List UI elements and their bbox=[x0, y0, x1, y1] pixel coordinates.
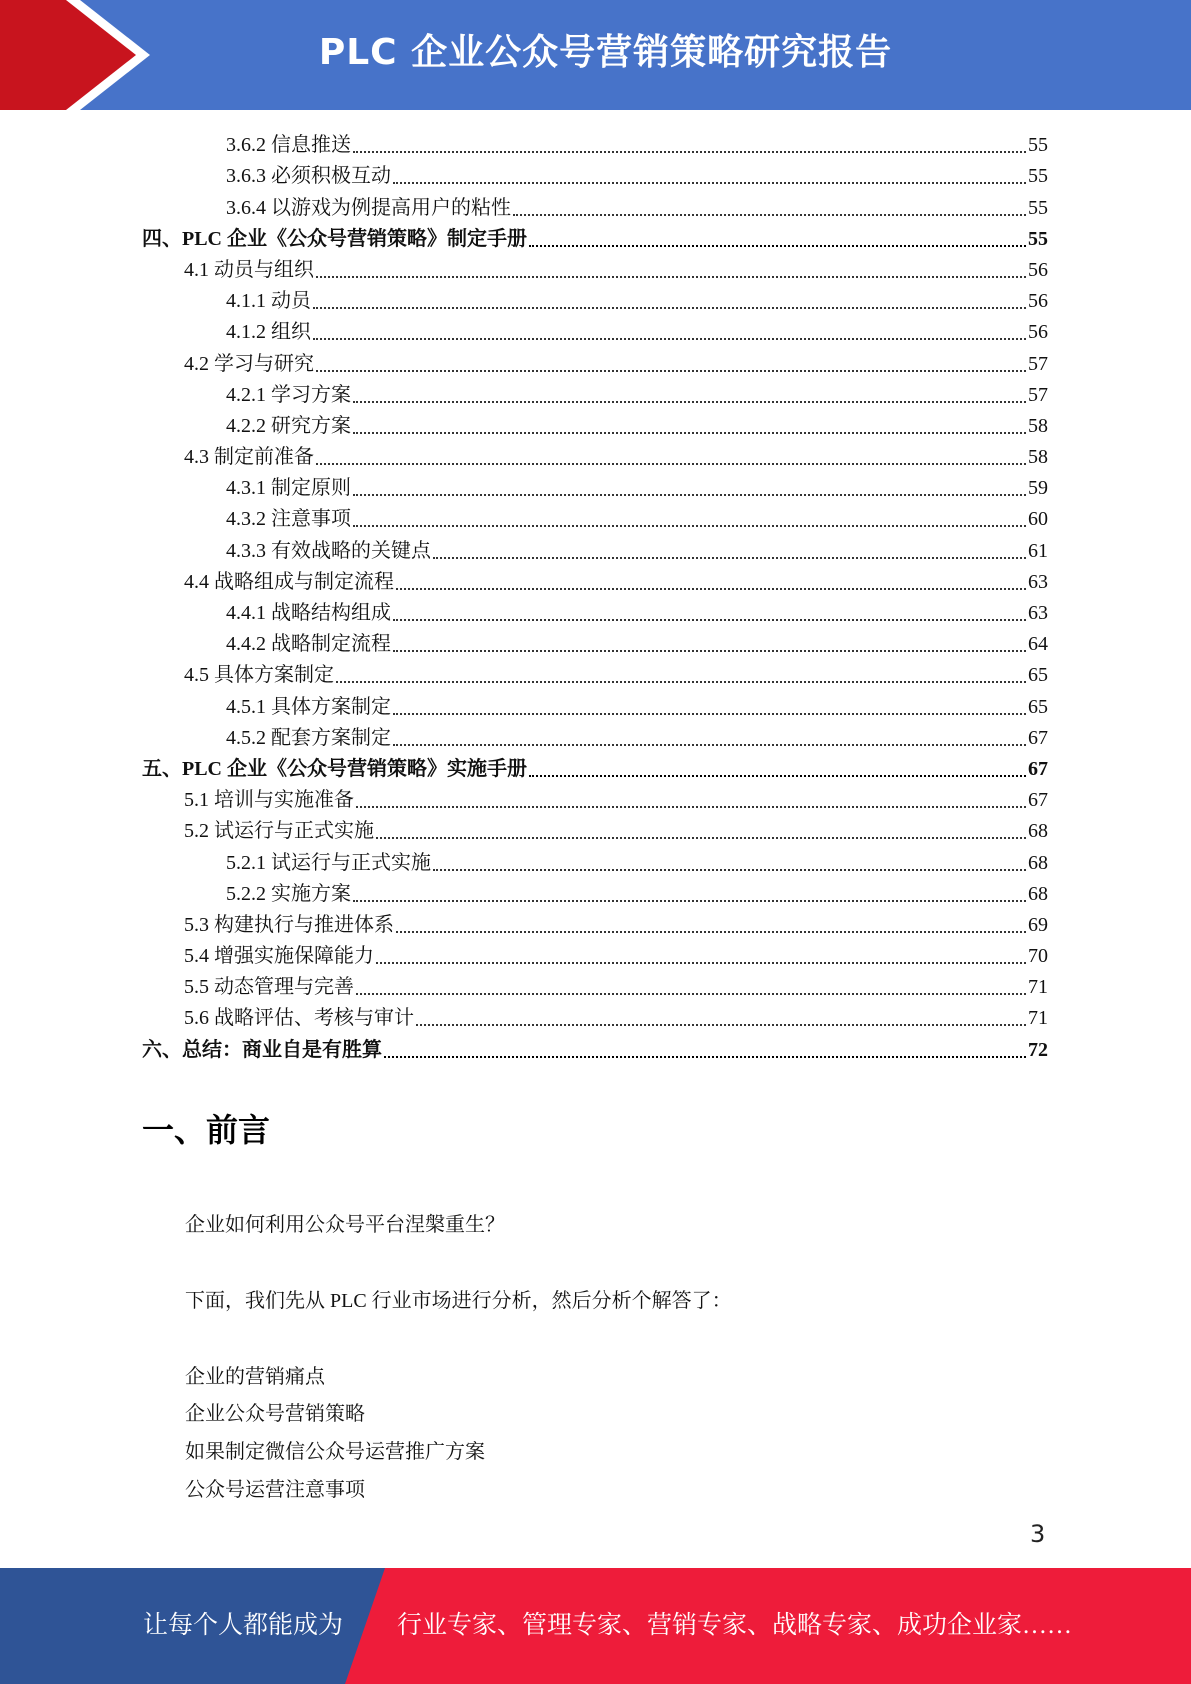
toc-leader-dots bbox=[376, 836, 1026, 839]
toc-entry-page: 67 bbox=[1028, 789, 1048, 812]
toc-entry-title: 4.4 战略组成与制定流程 bbox=[184, 570, 394, 593]
toc-leader-dots bbox=[529, 244, 1026, 247]
toc-leader-dots bbox=[353, 524, 1026, 527]
toc-entry[interactable] bbox=[142, 251, 1048, 282]
toc-entry[interactable] bbox=[142, 750, 1048, 781]
toc-leader-dots bbox=[316, 275, 1026, 278]
section-heading: 一、前言 bbox=[142, 1111, 271, 1149]
toc-entry-title: 4.1 动员与组织 bbox=[184, 258, 314, 281]
toc-entry[interactable] bbox=[142, 407, 1048, 438]
toc-entry[interactable] bbox=[142, 719, 1048, 750]
toc-entry[interactable] bbox=[142, 1030, 1048, 1061]
toc-entry-title: 5.2 试运行与正式实施 bbox=[184, 820, 374, 843]
toc-entry-page: 60 bbox=[1028, 508, 1048, 531]
page-footer bbox=[0, 1568, 1191, 1684]
toc-leader-dots bbox=[393, 649, 1026, 652]
toc-entry-page: 72 bbox=[1028, 1038, 1048, 1061]
toc-entry-page: 68 bbox=[1028, 851, 1048, 874]
toc-entry-page: 64 bbox=[1028, 633, 1048, 656]
toc-leader-dots bbox=[396, 930, 1026, 933]
toc-entry-title: 4.3 制定前准备 bbox=[184, 446, 314, 469]
toc-leader-dots bbox=[433, 868, 1026, 871]
toc-entry[interactable] bbox=[142, 812, 1048, 843]
toc-entry-page: 67 bbox=[1028, 757, 1048, 780]
footer-slogan-right: 行业专家、管理专家、营销专家、战略专家、成功企业家…… bbox=[397, 1612, 1073, 1639]
toc-entry-title: 4.3.3 有效战略的关键点 bbox=[226, 539, 431, 562]
toc-entry[interactable] bbox=[142, 126, 1048, 157]
list-item: 公众号运营注意事项 bbox=[185, 1479, 365, 1501]
toc-entry-page: 55 bbox=[1028, 134, 1048, 157]
table-of-contents bbox=[142, 126, 1048, 1062]
toc-entry-page: 56 bbox=[1028, 290, 1048, 313]
toc-entry-title: 五、PLC 企业《公众号营销策略》实施手册 bbox=[142, 757, 527, 780]
toc-leader-dots bbox=[384, 1055, 1026, 1058]
toc-leader-dots bbox=[313, 337, 1026, 340]
toc-entry-title: 4.5 具体方案制定 bbox=[184, 664, 334, 687]
toc-entry-page: 61 bbox=[1028, 539, 1048, 562]
paragraph: 企业如何利用公众号平台涅槃重生？ bbox=[185, 1214, 505, 1236]
toc-leader-dots bbox=[393, 181, 1026, 184]
toc-leader-dots bbox=[316, 369, 1026, 372]
toc-entry-title: 3.6.2 信息推送 bbox=[226, 134, 351, 157]
toc-entry-title: 四、PLC 企业《公众号营销策略》制定手册 bbox=[142, 227, 527, 250]
toc-entry-title: 4.2.2 研究方案 bbox=[226, 414, 351, 437]
toc-entry[interactable] bbox=[142, 843, 1048, 874]
toc-entry-page: 57 bbox=[1028, 352, 1048, 375]
footer-slogan-left: 让每个人都能成为 bbox=[143, 1612, 344, 1639]
toc-leader-dots bbox=[353, 899, 1026, 902]
toc-entry[interactable] bbox=[142, 594, 1048, 625]
document-title: PLC 企业公众号营销策略研究报告 bbox=[318, 32, 893, 73]
toc-entry[interactable] bbox=[142, 875, 1048, 906]
list-item: 如果制定微信公众号运营推广方案 bbox=[185, 1441, 485, 1463]
toc-entry[interactable] bbox=[142, 157, 1048, 188]
toc-entry-title: 4.5.2 配套方案制定 bbox=[226, 726, 391, 749]
toc-entry-title: 4.1.1 动员 bbox=[226, 290, 311, 313]
list-item: 企业公众号营销策略 bbox=[185, 1403, 365, 1425]
toc-leader-dots bbox=[416, 1023, 1026, 1026]
toc-entry[interactable] bbox=[142, 563, 1048, 594]
toc-entry-title: 3.6.4 以游戏为例提高用户的粘性 bbox=[226, 196, 511, 219]
toc-entry-title: 4.5.1 具体方案制定 bbox=[226, 695, 391, 718]
toc-entry[interactable] bbox=[142, 376, 1048, 407]
toc-entry-title: 4.2 学习与研究 bbox=[184, 352, 314, 375]
toc-entry[interactable] bbox=[142, 188, 1048, 219]
toc-entry-title: 5.2.1 试运行与正式实施 bbox=[226, 851, 431, 874]
page-header bbox=[0, 0, 1191, 110]
toc-entry-page: 70 bbox=[1028, 945, 1048, 968]
toc-leader-dots bbox=[393, 743, 1026, 746]
toc-leader-dots bbox=[433, 556, 1026, 559]
toc-entry-page: 68 bbox=[1028, 820, 1048, 843]
toc-leader-dots bbox=[396, 587, 1026, 590]
toc-leader-dots bbox=[353, 400, 1026, 403]
toc-entry[interactable] bbox=[142, 282, 1048, 313]
toc-entry-page: 71 bbox=[1028, 976, 1048, 999]
toc-entry[interactable] bbox=[142, 500, 1048, 531]
toc-entry-title: 3.6.3 必须积极互动 bbox=[226, 165, 391, 188]
paragraph: 下面，我们先从 PLC 行业市场进行分析，然后分析个解答了： bbox=[185, 1290, 732, 1312]
toc-leader-dots bbox=[356, 805, 1026, 808]
toc-entry[interactable] bbox=[142, 344, 1048, 375]
toc-entry-title: 4.3.1 制定原则 bbox=[226, 477, 351, 500]
toc-entry[interactable] bbox=[142, 937, 1048, 968]
toc-entry-page: 65 bbox=[1028, 664, 1048, 687]
toc-entry-page: 55 bbox=[1028, 165, 1048, 188]
toc-leader-dots bbox=[313, 306, 1026, 309]
toc-leader-dots bbox=[376, 961, 1026, 964]
toc-entry-page: 55 bbox=[1028, 196, 1048, 219]
toc-entry-page: 63 bbox=[1028, 570, 1048, 593]
toc-entry-page: 56 bbox=[1028, 258, 1048, 281]
toc-entry-page: 63 bbox=[1028, 602, 1048, 624]
toc-leader-dots bbox=[393, 618, 1026, 621]
toc-entry-page: 58 bbox=[1028, 446, 1048, 469]
toc-entry[interactable] bbox=[142, 531, 1048, 562]
toc-entry[interactable] bbox=[142, 469, 1048, 500]
toc-leader-dots bbox=[356, 992, 1026, 995]
toc-entry-page: 56 bbox=[1028, 321, 1048, 344]
toc-entry[interactable] bbox=[142, 999, 1048, 1030]
toc-entry[interactable] bbox=[142, 687, 1048, 718]
toc-entry-page: 58 bbox=[1028, 414, 1048, 437]
toc-entry[interactable] bbox=[142, 906, 1048, 937]
toc-leader-dots bbox=[353, 150, 1026, 153]
toc-entry[interactable] bbox=[142, 625, 1048, 656]
toc-entry[interactable] bbox=[142, 313, 1048, 344]
toc-leader-dots bbox=[336, 680, 1026, 683]
toc-entry-page: 59 bbox=[1028, 477, 1048, 500]
toc-entry-title: 5.4 增强实施保障能力 bbox=[184, 945, 374, 968]
toc-entry-page: 65 bbox=[1028, 695, 1048, 718]
toc-leader-dots bbox=[316, 462, 1026, 465]
toc-leader-dots bbox=[513, 213, 1026, 216]
toc-entry-page: 68 bbox=[1028, 882, 1048, 905]
toc-entry[interactable] bbox=[142, 220, 1048, 251]
toc-entry[interactable] bbox=[142, 968, 1048, 999]
toc-entry-page: 55 bbox=[1028, 227, 1048, 250]
toc-leader-dots bbox=[353, 493, 1026, 496]
toc-entry-title: 4.4.2 战略制定流程 bbox=[226, 633, 391, 656]
toc-entry-title: 4.2.1 学习方案 bbox=[226, 383, 351, 406]
toc-entry-page: 57 bbox=[1028, 383, 1048, 406]
toc-leader-dots bbox=[393, 712, 1026, 715]
list-item: 企业的营销痛点 bbox=[185, 1366, 325, 1388]
toc-entry-title: 5.1 培训与实施准备 bbox=[184, 789, 354, 812]
toc-entry-title: 4.1.2 组织 bbox=[226, 321, 311, 344]
toc-entry[interactable] bbox=[142, 656, 1048, 687]
toc-entry-title: 5.6 战略评估、考核与审计 bbox=[184, 1007, 414, 1030]
toc-entry-title: 5.3 构建执行与推进体系 bbox=[184, 913, 394, 936]
toc-entry-title: 5.2.2 实施方案 bbox=[226, 882, 351, 905]
toc-entry-title: 4.4.1 战略结构组成 bbox=[226, 602, 391, 624]
toc-entry-page: 67 bbox=[1028, 726, 1048, 749]
toc-leader-dots bbox=[353, 431, 1026, 434]
page-number: 3 bbox=[1030, 1520, 1046, 1548]
toc-entry-title: 六、总结：商业自是有胜算 bbox=[142, 1038, 382, 1061]
toc-entry-title: 4.3.2 注意事项 bbox=[226, 508, 351, 531]
toc-entry[interactable] bbox=[142, 781, 1048, 812]
toc-entry-page: 69 bbox=[1028, 913, 1048, 936]
toc-leader-dots bbox=[529, 774, 1026, 777]
toc-entry[interactable] bbox=[142, 438, 1048, 469]
toc-entry-page: 71 bbox=[1028, 1007, 1048, 1030]
toc-entry-title: 5.5 动态管理与完善 bbox=[184, 976, 354, 999]
